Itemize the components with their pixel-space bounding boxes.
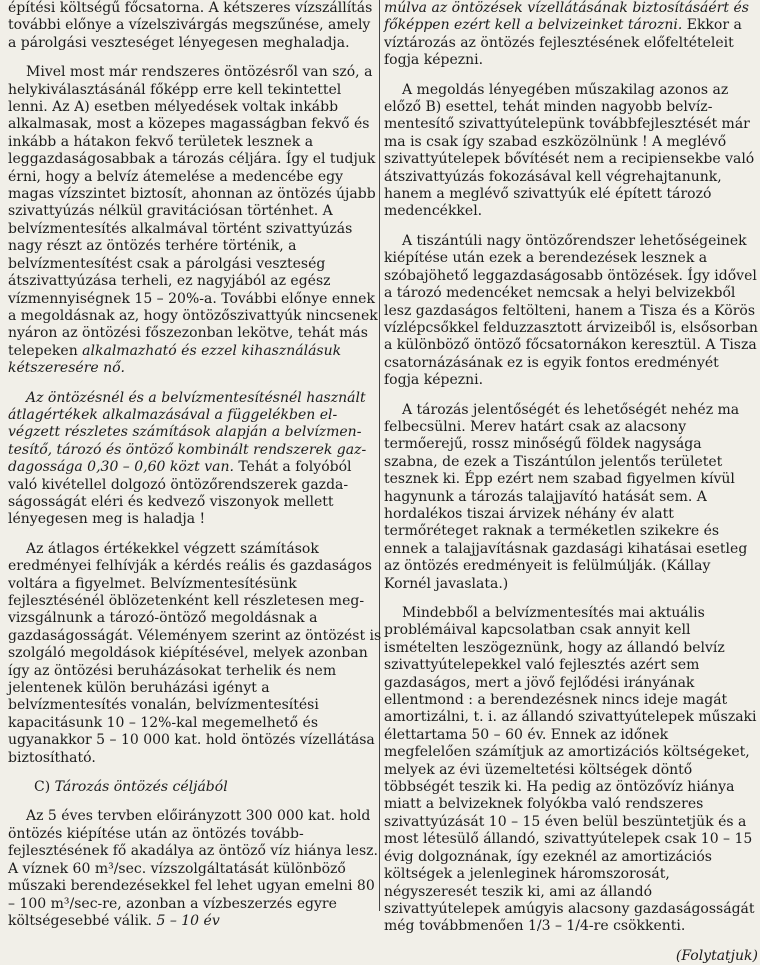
paragraph: Az 5 éves tervben előirányzott 300 000 kat. hold öntözés kiépítése után az öntözés továbbfejlesztésének fő akadálya az öntöző víz hiánya lesz. A víznek 60 m³/sec. vízszolgáltatását különböző műszaki berendezésekkel fel lehet ugyan emelni 80 – 100 m³/sec-re, azonban a vízbeszerzés egyre költségesebbé válik. 5 – 10 év: [8, 808, 378, 929]
paragraph: A megoldás lényegében műszakilag azonos az előző B) esettel, tehát minden nagyobb belvízmentesítő szivattyútelepünk továbbfejlesztését már ma is csak így szabad eszközölnünk ! A meglévő szivattyútelepek bővítését nem a recipiensekbe való átszivattyúzás fokozásával kell végrehajtanunk, hanem a meglévő szivattyúk elé épített tározó medencékkel.: [384, 81, 755, 220]
paragraph: A tározás jelentőségét és lehetőségét nehéz ma felbecsülni. Merev határt csak az alacsony termőerejű, rossz minőségű földek nagysága szabna, de ezek a Tiszántúlon jelentős területet tesznek ki. Épp ezért nem szabad figyelmen kívül hagynunk a tározás talajjavító hatását sem. A hordalékos tiszai árvizek néhány év alatt termőréteget raknak a terméketlen szikekre és ennek a talajjavításnak gazdasági kihatásai esetleg az öntözés eredményeit is felülmúlják. (Kállay Kornél javaslata.): [384, 401, 748, 592]
paragraph: építési költségű főcsatorna. A kétszeres vízszállítás további előnye a vízelszivárgás megszűnése, amely a párolgási veszteséget lényegesen meghaladja.: [8, 0, 373, 51]
left-column: [8, 0, 382, 930]
right-column: [384, 0, 758, 965]
paragraph: Mindebből a belvízmentesítés mai aktuális problémáival kapcsolatban csak annyit kell ismételten leszögeznünk, hogy az állandó belvíz szivattyútelepekkel való fejlesztés azért sem gazdaságos, mert a jövő fejlődési irányának ellentmond : a berendezésnek nincs ideje magát amortizálni, t. i. az állandó szivattyútelepek műszaki élettartama 50 – 60 év. Ennek az időnek megfelelően számítjuk az amortizációs költségeket, melyek az évi üzemeltetési költségek döntő többségét teszik ki. Ha pedig az öntözővíz hiánya miatt a belvizeknek folyókba való rendszeres szivattyúzását 10 – 15 éven belül beszüntetjük és a most létesülő állandó, szivattyútelepek csak 10 – 15 évig dolgoznának, így ezeknél az amortizációs költségek a jelenleginek háromszorosát, négyszeresét teszik ki, ami az állandó szivattyútelepek amúgyis alacsony gazdaságosságát még továbbmenően 1/3 – 1/4-re csökkenti.: [384, 605, 757, 935]
paragraph: Az öntözésnél és a belvízmentesítésnél használt átlagértékek alkalmazásával a függelékben elvégzett részletes számítások alapján a belvízmentesítő, tározó és öntöző kombinált rendszerek gazdagossága 0,30 – 0,60 közt van. Tehát a folyóból való kivétellel dolgozó öntözőrendszerek gazdaságosságát eléri és kedvező viszonyok mellett lényegesen meg is haladja !: [8, 389, 367, 528]
paragraph: múlva az öntözések vízellátásának biztosításáért és főképpen ezért kell a belvizeinket tározni. Ekkor a víztározás az öntözés fejlesztésének előfeltételeit fogja képezni.: [384, 0, 749, 69]
section-heading: C) Tározás öntözés céljából: [34, 779, 228, 796]
paragraph: Az átlagos értékekkel végzett számítások eredményei felhívják a kérdés reális és gazdaságos voltára a figyelmet. Belvízmentesítésünk fejlesztésénél öblözetenként kell részletesen megvizsgálnunk a tározó-öntöző megoldásnak a gazdaságosságát. Véleményem szerint az öntözést is szolgáló megoldások kiépítésével, melyek azonban így az öntözési beruházásokat terhelik és nem jelentenek külön beruházási igényt a belvízmentesítés vonalán, belvízmentesítési kapacitásunk 10 – 12%-kal megemelhető és ugyanakkor 5 – 10 000 kat. hold öntözés vízellátása biztosítható.: [8, 540, 382, 766]
paragraph: Mivel most már rendszeres öntözésről van szó, a helykiválasztásánál főképp erre kell tekintettel lenni. Az A) esetben mélyedések voltak inkább alkalmasak, most a közepes magasságban fekvő és inkább a hátakon fekvő területek lesznek a leggazdaságosabbak a tározás céljára. Így el tudjuk érni, hogy a belvíz átemelése a medencébe egy magas vízszintet biztosít, ahonnan az öntözés újabb szivattyúzás nélkül gravitációsan történhet. A belvízmentesítés alkalmával történt szivattyúzás nagy részt az öntözés terhére történik, a belvízmentesítést csak a párolgási veszteség átszivattyúzása terheli, ez nagyjából az egész vízmennyiségnek 15 – 20%-a. További előnye ennek a megoldásnak az, hogy öntözőszivattyúk nincsenek nyáron az öntözési főszezonban lekötve, tehát más telepeken alkalmazható és ezzel kihasználásuk kétszeresére nő.: [8, 64, 378, 377]
continuation-note: (Folytatjuk): [675, 947, 758, 964]
paragraph: A tiszántúli nagy öntözőrendszer lehetőségeinek kiépítése után ezek a berendezések lesznek a szóbajöhető leggazdaságosabb öntözések. Így idővel a tározó medencéket nemcsak a helyi belvizekből lesz gazdaságos feltölteni, hanem a Tisza és a Körös vízlépcsőkkel felduzzasztott árvizeiből is, elsősorban a különböző öntöző főcsatornákon keresztül. A Tisza csatornázásának ez is egyik fontos eredményét fogja képezni.: [384, 232, 758, 389]
